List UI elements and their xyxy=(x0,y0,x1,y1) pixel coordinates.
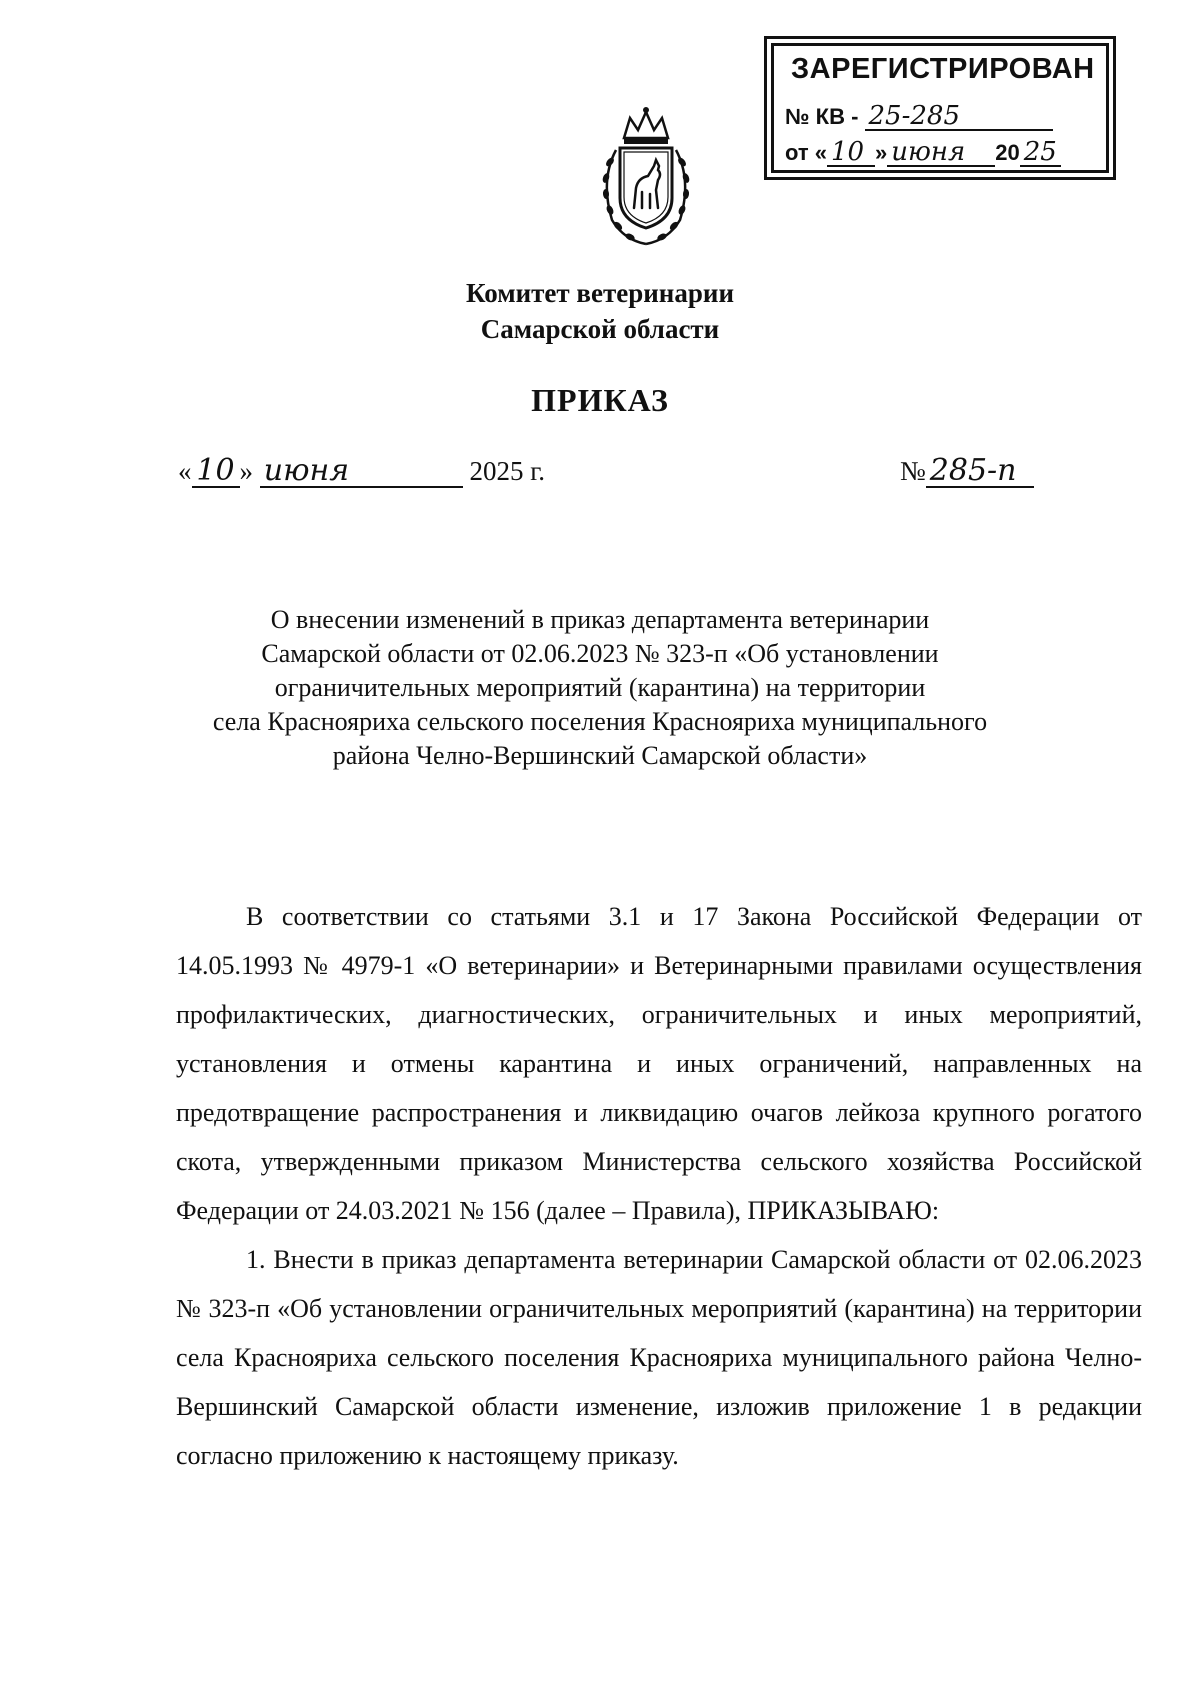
subject-line: села Краснояриха сельского поселения Краснояриха муниципального xyxy=(212,707,988,736)
stamp-date-mid: » xyxy=(875,140,888,165)
document-type: ПРИКАЗ xyxy=(531,382,669,418)
subject-line: О внесении изменений в приказ департамента ветеринарии xyxy=(270,605,930,634)
order-date-open: « xyxy=(178,456,192,486)
stamp-date-day: 10 xyxy=(827,139,875,167)
order-subject xyxy=(120,603,1080,773)
subject-line: ограничительных мероприятий (карантина) на территории xyxy=(274,673,926,702)
organization-region: Самарской области xyxy=(480,314,720,344)
organization-name: Комитет ветеринарии xyxy=(466,278,734,308)
preamble-paragraph: В соответствии со статьями 3.1 и 17 Закона Российской Федерации от 14.05.1993 № 4979-1 «О ветеринарии» и Ветеринарными правилами осуществления профилактических, диагностических, ограничительных и иных мероприятий, установления и отмены карантина и иных ограничений, направленных на предотвращение распространения и ликвидацию очагов лейкоза крупного рогатого скота, утвержденными приказом Министерства сельского хозяйства Российской Федерации от 24.03.2021 № 156 (далее – Правила), ПРИКАЗЫВАЮ: xyxy=(176,902,1142,1225)
item-1-paragraph: 1. Внести в приказ департамента ветеринарии Самарской области от 02.06.2023 № 323-п «Об установлении ограничительных мероприятий (карантина) на территории села Краснояриха сельского поселения Краснояриха муниципального района Челно-Вершинский Самарской области изменение, изложив приложение 1 в редакции согласно приложению к настоящему приказу. xyxy=(176,1245,1142,1470)
stamp-number-value: 25-285 xyxy=(865,103,1053,131)
order-date xyxy=(178,453,546,488)
order-number-label: № xyxy=(900,456,926,486)
stamp-date-year-prefix: 20 xyxy=(995,140,1020,165)
order-date-year: 2025 г. xyxy=(469,456,546,486)
registration-stamp xyxy=(764,36,1116,180)
order-date-day: 10 xyxy=(192,456,240,488)
stamp-date-prefix: от « xyxy=(785,140,828,165)
stamp-date-year-suffix: 25 xyxy=(1020,139,1061,167)
order-date-close: » xyxy=(239,456,253,486)
subject-line: Самарской области от 02.06.2023 № 323-п «Об установлении xyxy=(261,639,939,668)
order-date-month: июня xyxy=(260,456,463,488)
order-number xyxy=(900,453,1034,488)
stamp-number-line xyxy=(785,103,1053,131)
coat-of-arms-icon xyxy=(586,100,706,250)
stamp-number-label: № КВ - xyxy=(785,104,859,129)
stamp-date-line xyxy=(785,139,1061,167)
subject-line: района Челно-Вершинский Самарской области» xyxy=(332,741,868,770)
stamp-title: ЗАРЕГИСТРИРОВАН xyxy=(791,53,1095,85)
order-body xyxy=(176,892,1142,1480)
stamp-date-month: июня xyxy=(887,139,995,167)
order-number-value: 285-п xyxy=(926,456,1034,488)
